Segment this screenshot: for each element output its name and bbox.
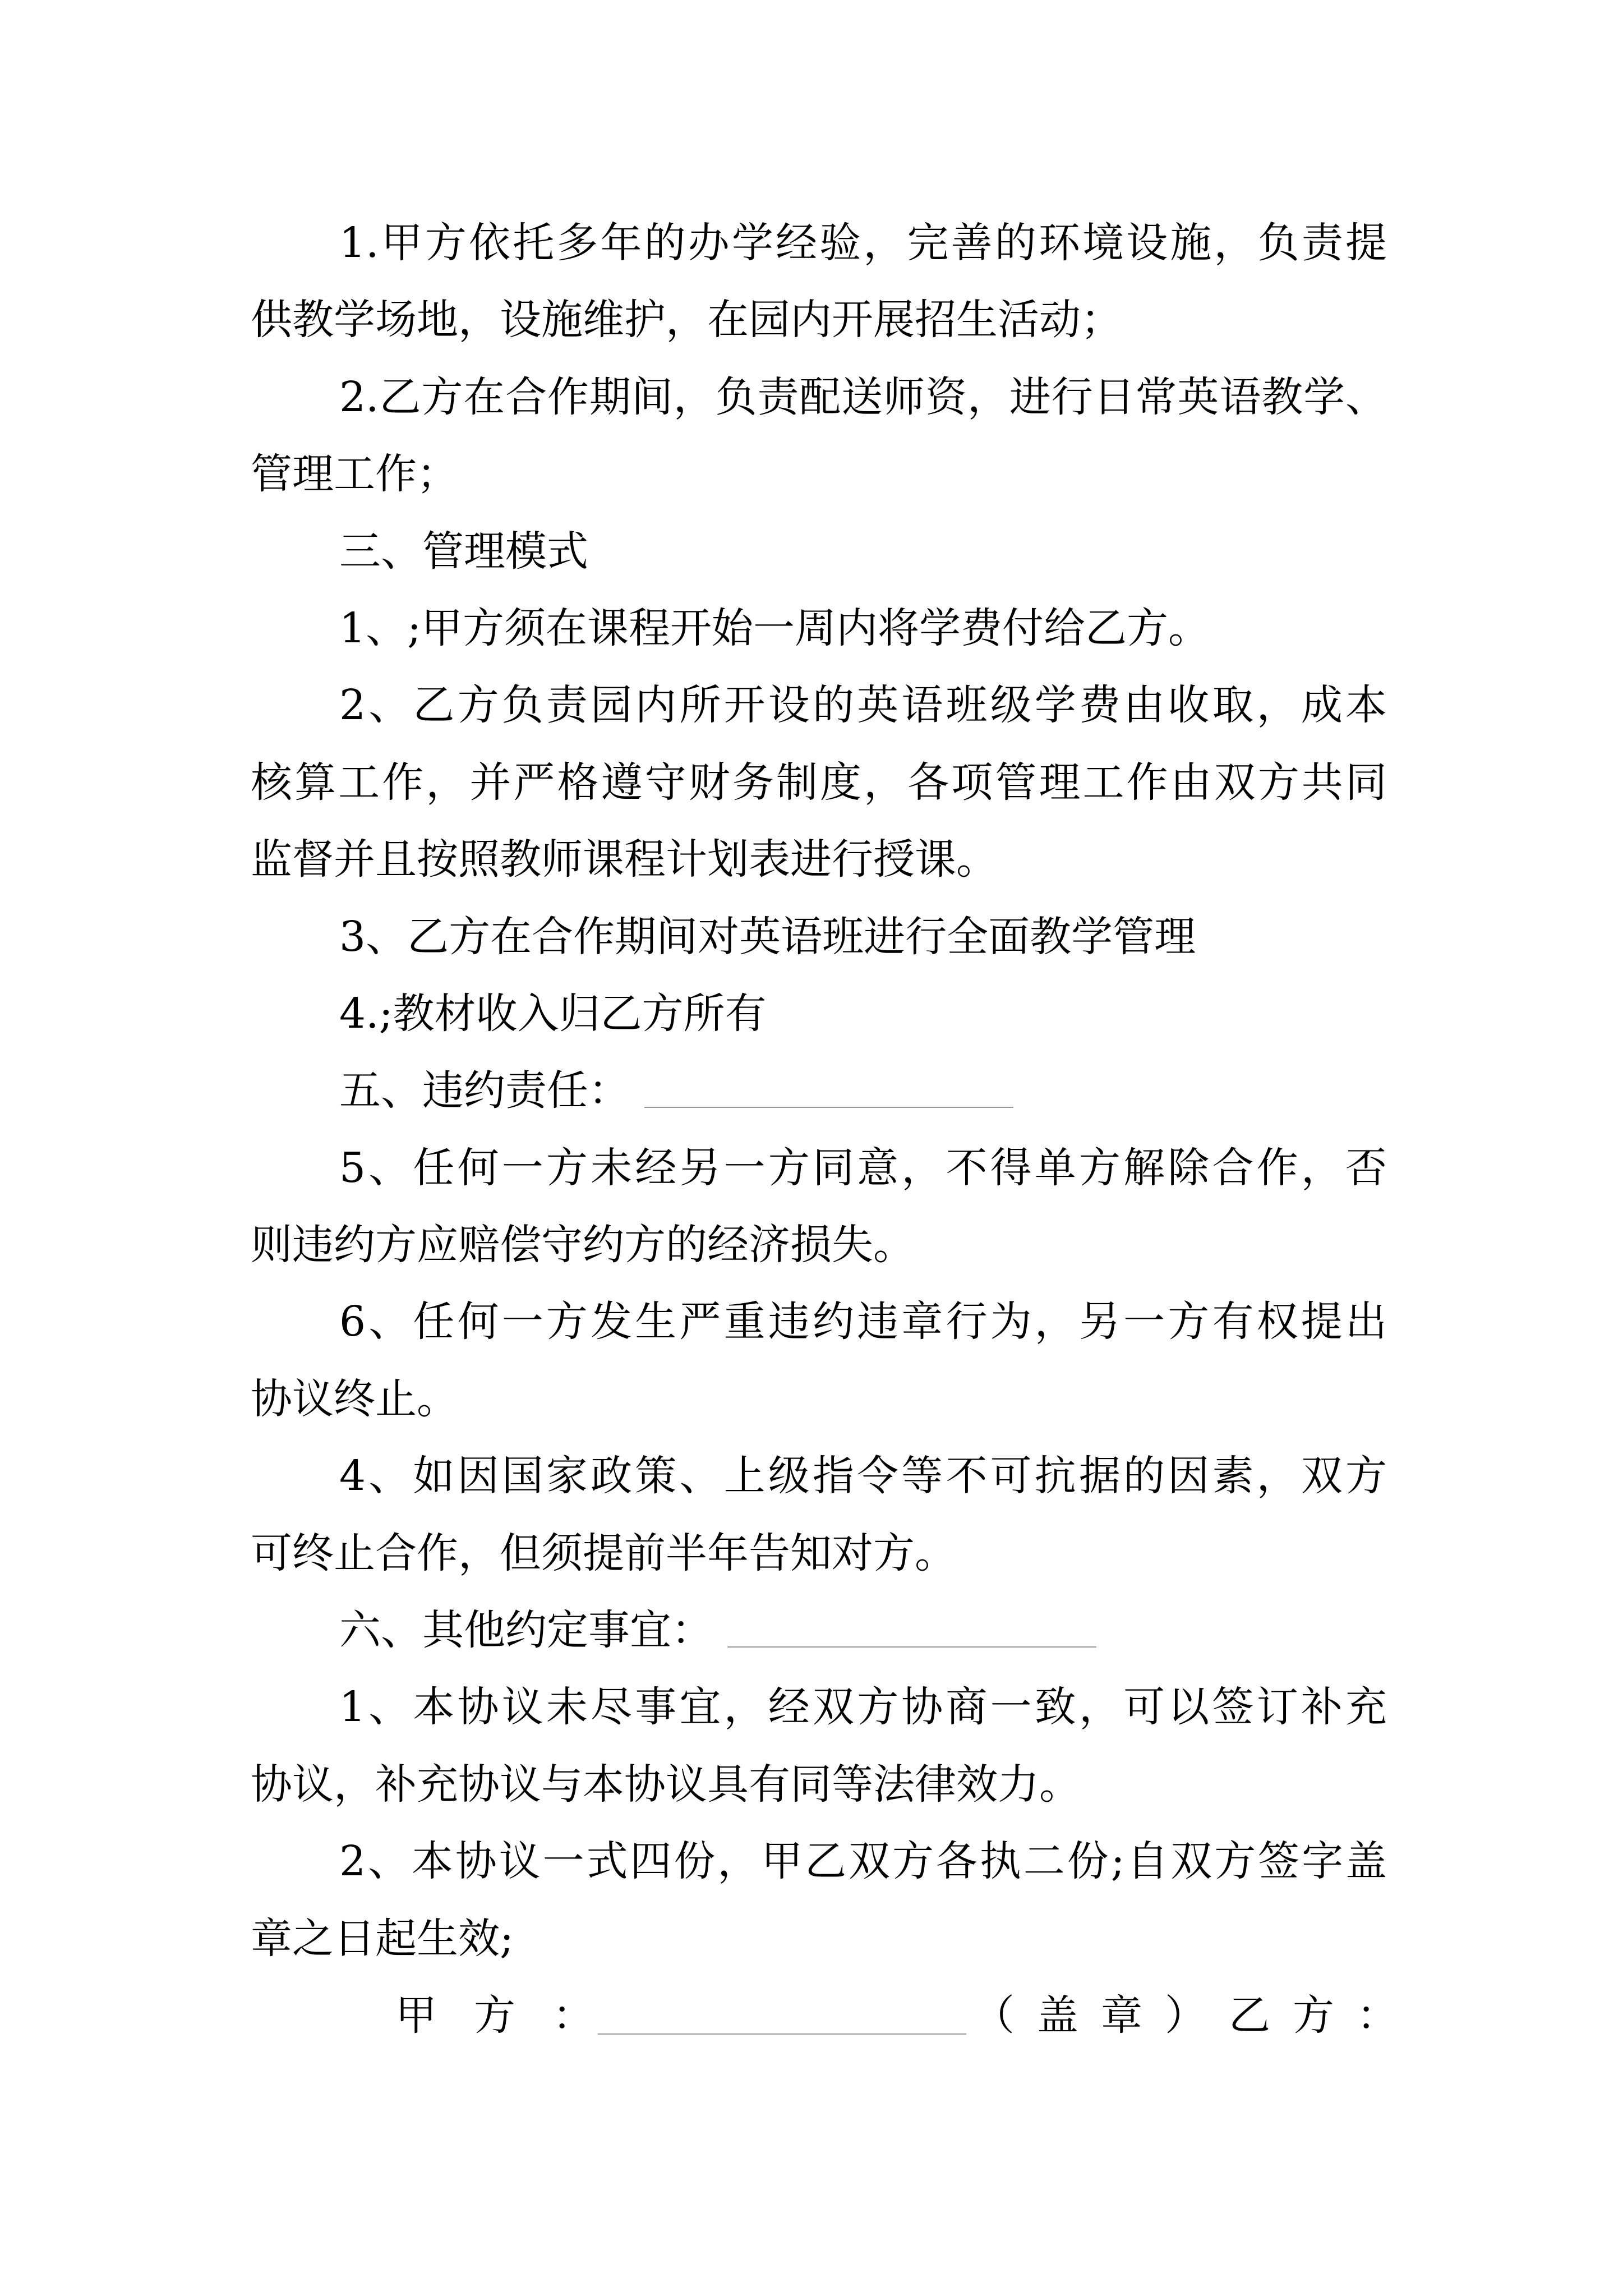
paragraph-line: 可终止合作，但须提前半年告知对方。 [251, 1529, 956, 1577]
paragraph-line: 1、本协议未尽事宜，经双方协商一致，可以签订补充 [339, 1683, 1387, 1732]
party-a-label: 甲方： [395, 1991, 631, 2040]
paragraph-line: 2.乙方在合作期间，负责配送师资，进行日常英语教学、 [339, 372, 1387, 421]
paragraph-line: 章之日起生效; [251, 1914, 514, 1963]
fill-in-blank [727, 1646, 1096, 1648]
signature-line [251, 1977, 1421, 2054]
paragraph-line: 核算工作，并严格遵守财务制度，各项管理工作由双方共同 [251, 758, 1387, 807]
fill-in-blank [644, 1107, 1013, 1108]
paragraph-line: 2、本协议一式四份，甲乙双方各执二份;自双方签字盖 [339, 1837, 1387, 1886]
paragraph-line: 6、任何一方发生严重违约违章行为，另一方有权提出 [339, 1297, 1387, 1346]
section-heading-row [251, 1052, 1387, 1129]
clause-textbook-income [251, 976, 1387, 1052]
paragraph-line: 2、乙方负责园内所开设的英语班级学费由收取，成本 [339, 681, 1387, 730]
paragraph-line: 4、如因国家政策、上级指令等不可抗据的因素，双方 [339, 1452, 1387, 1501]
paragraph-line: 5、任何一方未经另一方同意，不得单方解除合作，否 [339, 1143, 1387, 1192]
paragraph-line: 1、;甲方须在课程开始一周内将学费付给乙方。 [339, 604, 1210, 652]
section-heading-other-matters [251, 1592, 1387, 1669]
paragraph-line: 1.甲方依托多年的办学经验，完善的环境设施，负责提 [339, 219, 1387, 267]
section-heading: 三、管理模式 [339, 527, 588, 576]
paragraph-line: 协议终止。 [251, 1374, 458, 1423]
party-a-signature-blank [598, 2033, 966, 2035]
clause-serious-breach [251, 1283, 1387, 1438]
clause-tuition-payment [251, 590, 1387, 667]
paragraph-line: 监督并且按照教师课程计划表进行授课。 [251, 835, 998, 884]
paragraph-line: 3、乙方在合作期间对英语班进行全面教学管理 [339, 912, 1196, 961]
clause-fee-collection [251, 667, 1387, 898]
clause-teaching-management [251, 899, 1387, 976]
clause-force-majeure [251, 1438, 1387, 1592]
seal-and-party-b-label: （盖章）乙方： [973, 1991, 1421, 2040]
paragraph-line: 管理工作； [251, 450, 458, 499]
paragraph-line: 4.;教材收入归乙方所有 [339, 989, 767, 1038]
clause-party-a-responsibility [251, 205, 1387, 359]
section-heading-row [251, 1592, 1387, 1669]
agreement-page [251, 205, 1421, 2054]
clause-copies-and-effect [251, 1823, 1387, 1977]
paragraph-line: 供教学场地，设施维护，在园内开展招生活动； [251, 296, 1122, 344]
paragraph-line: 则违约方应赔偿守约方的经济损失。 [251, 1221, 915, 1269]
paragraph-line: 协议，补充协议与本协议具有同等法律效力。 [251, 1760, 1081, 1809]
section-heading: 六、其他约定事宜： [339, 1606, 713, 1655]
clause-supplementary-agreement [251, 1669, 1387, 1823]
clause-party-b-responsibility [251, 359, 1387, 513]
section-heading-management-mode [251, 513, 1387, 590]
clause-unilateral-termination [251, 1130, 1387, 1284]
section-heading-breach-liability [251, 1052, 1387, 1129]
section-heading: 五、违约责任： [339, 1066, 630, 1115]
